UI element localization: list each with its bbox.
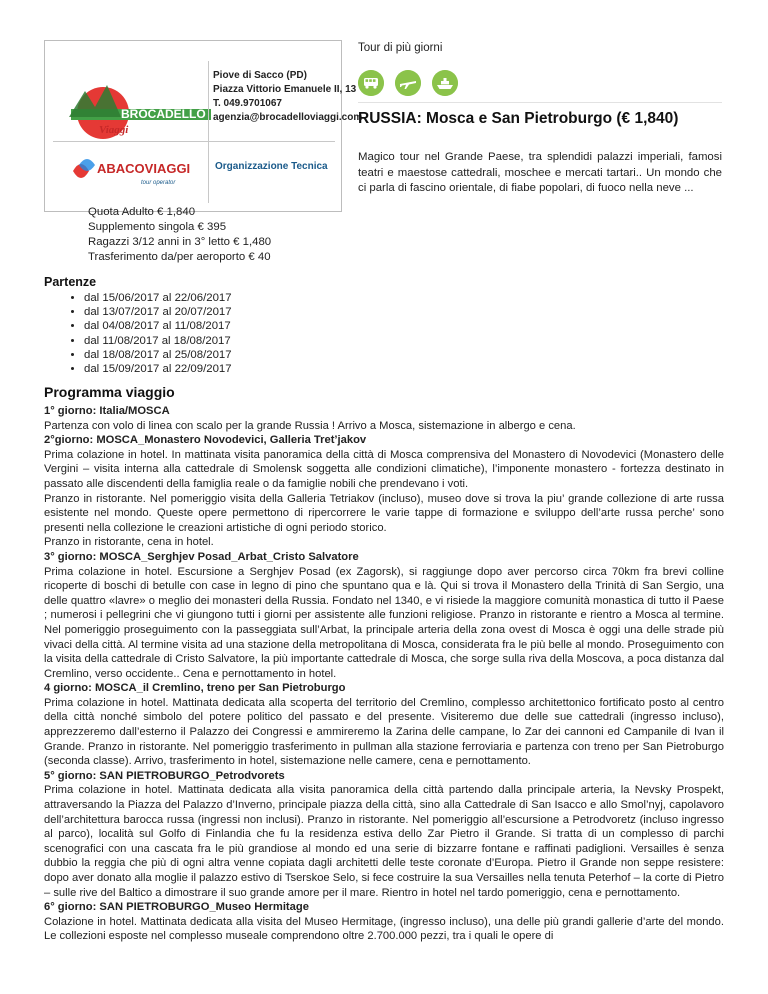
day-paragraph: Prima colazione in hotel. Mattinata dedicata alla scoperta del territorio del Cremlino, complesso architettonico fortificato posto al centro della città nonché simbolo del potere politico del passato e del presente. Visiteremo due delle sue cattedrali (ingresso incluso), apprezzeremo dall’esterno il Palazzo dei Congressi e ammireremo la Zarina delle campane, lo Zar dei cannoni ed Campanile di Ivan il Grande. Pranzo in ristorante. Nel pomeriggio trasferimento in pullman alla stazione ferroviaria e partenza con treno per San Pietroburgo (seconda classe). Arrivo, trasferimento in hotel, sistemazione nelle camere, cena e pernottamento. [44, 696, 724, 768]
day-paragraph: Partenza con volo di linea con scalo per la grande Russia ! Arrivo a Mosca, sistemazione in albergo e cena. [44, 419, 576, 432]
card-divider-vertical [208, 61, 209, 203]
transport-icons [358, 70, 458, 96]
program-heading: Programma viaggio [44, 384, 175, 400]
day-paragraph: Pranzo in ristorante. Nel pomeriggio visita della Galleria Tetriakov (incluso), museo dove si trova la piu’ grande collezione di arte russa esistente nel mondo. Queste opere permettono di ripercorrere le varie tappe di formazione e sviluppo dell’arte russa perche’ sono presenti nella collezione le creazioni artistiche di ogni periodo storico. [44, 492, 724, 534]
day-title: 6° giorno: SAN PIETROBURGO_Museo Hermitage [44, 901, 309, 914]
price-single-supplement: Supplemento singola € 395 [88, 221, 227, 233]
day-paragraph: Prima colazione in hotel. Mattinata dedicata alla visita panoramica della città partendo dalla principale arteria, la Nevsky Prospekt, attraversando la Piazza del Palazzo d’Inverno, principale piazza della città, sino alla Cattedrale di San Isacco e allo Smol’nyj, capolavoro dell’architettura barocca russa (ingressi non inclusi). Pranzo in ristorante. Nel pomeriggio all’escursione a Petrodvoretz (incluso ingresso al parco), località sul Golfo di Finlandia che fu la residenza estiva dello Zar Pietro il Grande. Si tratta di un complesso di parchi scenografici con una cascata fra le più grandiose al mondo ed una serie di bizzarre fontane e raffinati padiglioni. Versailles è senza dubbio la reggia che più di ogni altra venne copiata dagli architetti delle teste coronate d’Europa. Pietro il Grande non seppe resistere: dopo aver donato alla moglie il palazzo estivo di Tserskoe Selo, si fece costruire la sua Versailles nella tenuta Peterhof – la corte di Pietro – sulle rive del Baltico a dimostrare il suo grande amore per il mare. Rientro in hotel nel tardo pomeriggio, cena e pernottamento. [44, 784, 724, 899]
price-children: Ragazzi 3/12 anni in 3° letto € 1,480 [88, 236, 272, 248]
bus-icon [358, 70, 384, 96]
tour-category[interactable]: Tour di più giorni [358, 42, 443, 54]
price-airport-transfer: Trasferimento da/per aeroporto € 40 [88, 251, 271, 263]
day-paragraph: Prima colazione in hotel. In mattinata visita panoramica della città di Mosca comprensiva del Monastero di Novodevici (Monastero delle Vergini – visita interna alla cattedrale di Smolensk soggetta alle condizioni climatiche), l’imponente monastero - fortezza destinato in passato alle discendenti della famiglia reale o da famiglie nobili che prendevano i voti. [44, 448, 724, 490]
brocadello-logo [51, 71, 221, 151]
departure-item: • dal 15/06/2017 al 22/06/2017 [84, 291, 232, 305]
departures-heading: Partenze [44, 275, 97, 289]
agency-city: Piove di Sacco (PD) [213, 70, 307, 81]
brand-sub: Viaggi [99, 124, 129, 136]
day-title: 4 giorno: MOSCA_il Cremlino, treno per San Pietroburgo [44, 682, 346, 695]
operator-name: ABACOVIAGGI [97, 161, 191, 176]
departure-item: • dal 11/08/2017 al 18/08/2017 [84, 334, 232, 348]
day-paragraph: Colazione in hotel. Mattinata dedicata alla visita del Museo Hermitage, (ingresso incluso), una delle più grandi gallerie d’arte del mondo. Le collezioni esposte nel complesso museale comprendono oltre 2.700.000 pezzi, tra i quali le opere di [44, 915, 724, 943]
agency-phone: T. 049.9701067 [213, 98, 282, 109]
day-title: 1° giorno: Italia/MOSCA [44, 405, 170, 417]
plane-icon [395, 70, 421, 96]
day-title: 2°giorno: MOSCA_Monastero Novodevici, Galleria Tret’jakov [44, 434, 367, 447]
card-divider-horizontal [53, 141, 335, 142]
abacoviaggi-logo [67, 151, 197, 191]
departure-item: • dal 04/08/2017 al 11/08/2017 [84, 319, 232, 333]
tour-title: RUSSIA: Mosca e San Pietroburgo (€ 1,840) [358, 110, 679, 127]
organization-label: Organizzazione Tecnica [215, 161, 328, 172]
agency-info [213, 69, 363, 125]
departures-list [64, 291, 232, 376]
title-divider [358, 102, 722, 103]
agency-email: agenzia@brocadelloviaggi.com [213, 112, 363, 123]
day-paragraph: Prima colazione in hotel. Escursione a Serghjev Posad (ex Zagorsk), si raggiunge dopo aver percorso circa 70km fra brevi colline ricoperte di boschi di betulle con case in legno di pino che spuntano qua e là. Qui si trova il Monastero della Trinità di San Sergio, una delle quattro «lavre» o meglio dei monasteri della Russia. Fondato nel 1340, e vi risiede la maggiore comunità monastica di tutto il Paese ; numerosi i pellegrini che vi giungono tutti i giorni per assistente alle funzioni religiose. Pranzo in ristorante e rientro a Mosca al termine. Nel pomeriggio proseguimento con la passeggiata sull’Arbat, la principale arteria della zona ovest di Mosca è oggi una delle strade più vivaci della città. Al termine visita ad una stazione della metropolitana di Mosca, considerata fra le più belle al mondo. Proseguimento con la visita della cattedrale di Cristo Salvatore, la più importante cattedrale di Mosca, che sorge sulla riva della Moscova, a poca distanza dal Cremlino, verso occidente.. Cena e pernottamento in hotel. [44, 565, 724, 680]
day-title: 3° giorno: MOSCA_Serghjev Posad_Arbat_Cristo Salvatore [44, 550, 359, 563]
operator-sub: tour operator [141, 180, 176, 186]
day-paragraph: Pranzo in ristorante, cena in hotel. [44, 536, 214, 549]
program-body [44, 404, 724, 944]
departure-item: • dal 18/08/2017 al 25/08/2017 [84, 348, 232, 362]
ship-icon [432, 70, 458, 96]
departure-item: • dal 13/07/2017 al 20/07/2017 [84, 305, 232, 319]
agency-address: Piazza Vittorio Emanuele II, 13 [213, 84, 357, 95]
price-list [88, 205, 271, 265]
agency-card [44, 40, 363, 212]
tour-description: Magico tour nel Grande Paese, tra splendidi palazzi imperiali, famosi teatri e maestose cattedrali, moschee e mercati tartari.. Un mondo che ci parla di fascino orientale, di fiabe popolari, di fuoco nella neve ... [358, 151, 722, 194]
price-adult: Quota Adulto € 1,840 [88, 206, 196, 218]
brand-name: BROCADELLO [121, 107, 206, 121]
day-title: 5° giorno: SAN PIETROBURGO_Petrodvorets [44, 769, 285, 782]
departure-item: • dal 15/09/2017 al 22/09/2017 [84, 362, 232, 376]
